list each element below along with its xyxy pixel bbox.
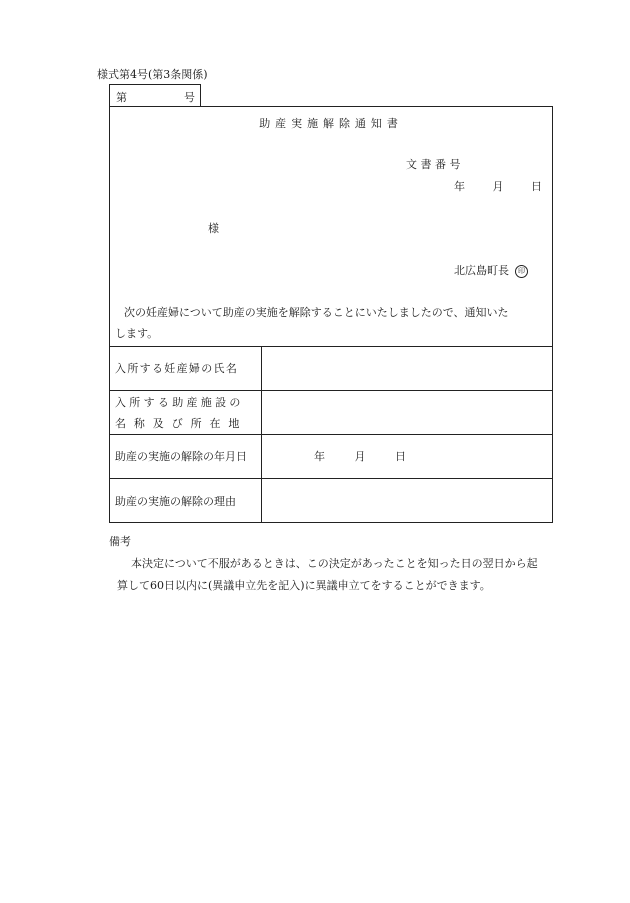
- row-divider: [110, 434, 552, 435]
- body-text-line1: 次の妊産婦について助産の実施を解除することにいたしましたので、通知いた: [124, 306, 509, 319]
- notice-form: [109, 106, 553, 523]
- row-label-release-date: 助産の実施の解除の年月日: [115, 450, 247, 463]
- row-label-facility-line1: 入所する助産施設の: [115, 396, 244, 409]
- issue-year: 年: [454, 180, 465, 193]
- issuer-name: 北広島町長: [454, 264, 509, 277]
- document-number-label: 文 書 番 号: [406, 158, 461, 171]
- body-text-line2: します。: [115, 327, 159, 340]
- document-number-box: [109, 84, 201, 106]
- issue-date: [454, 178, 542, 194]
- release-month: 月: [354, 450, 366, 463]
- number-prefix: 第: [116, 91, 127, 104]
- row-label-pregnant-name: 入所する妊産婦の氏名: [115, 362, 239, 375]
- remarks-line1: 本決定について不服があるときは、この決定があったことを知った日の翌日から起: [131, 557, 538, 570]
- form-title: 助産実施解除通知書: [259, 117, 403, 130]
- table-top-rule: [110, 346, 552, 347]
- form-label: 様式第4号(第3条関係): [97, 68, 208, 81]
- table-column-rule: [261, 346, 262, 522]
- release-date-fields: [314, 448, 406, 464]
- issue-day: 日: [531, 180, 542, 193]
- remarks-line2: 算して60日以内に(異議申立先を記入)に異議申立てをすることができます。: [117, 579, 491, 592]
- remarks-heading: 備考: [109, 535, 131, 548]
- row-divider: [110, 478, 552, 479]
- release-day: 日: [395, 450, 406, 463]
- issuer: [454, 262, 528, 278]
- recipient-honorific: 様: [208, 222, 219, 235]
- row-label-release-reason: 助産の実施の解除の理由: [115, 495, 236, 508]
- seal-mark: 印: [515, 265, 528, 278]
- release-year: 年: [314, 450, 325, 463]
- issue-month: 月: [492, 180, 504, 193]
- row-label-facility-line2: 名 称 及 び 所 在 地: [115, 417, 242, 430]
- number-suffix: 号: [184, 91, 195, 104]
- row-divider: [110, 390, 552, 391]
